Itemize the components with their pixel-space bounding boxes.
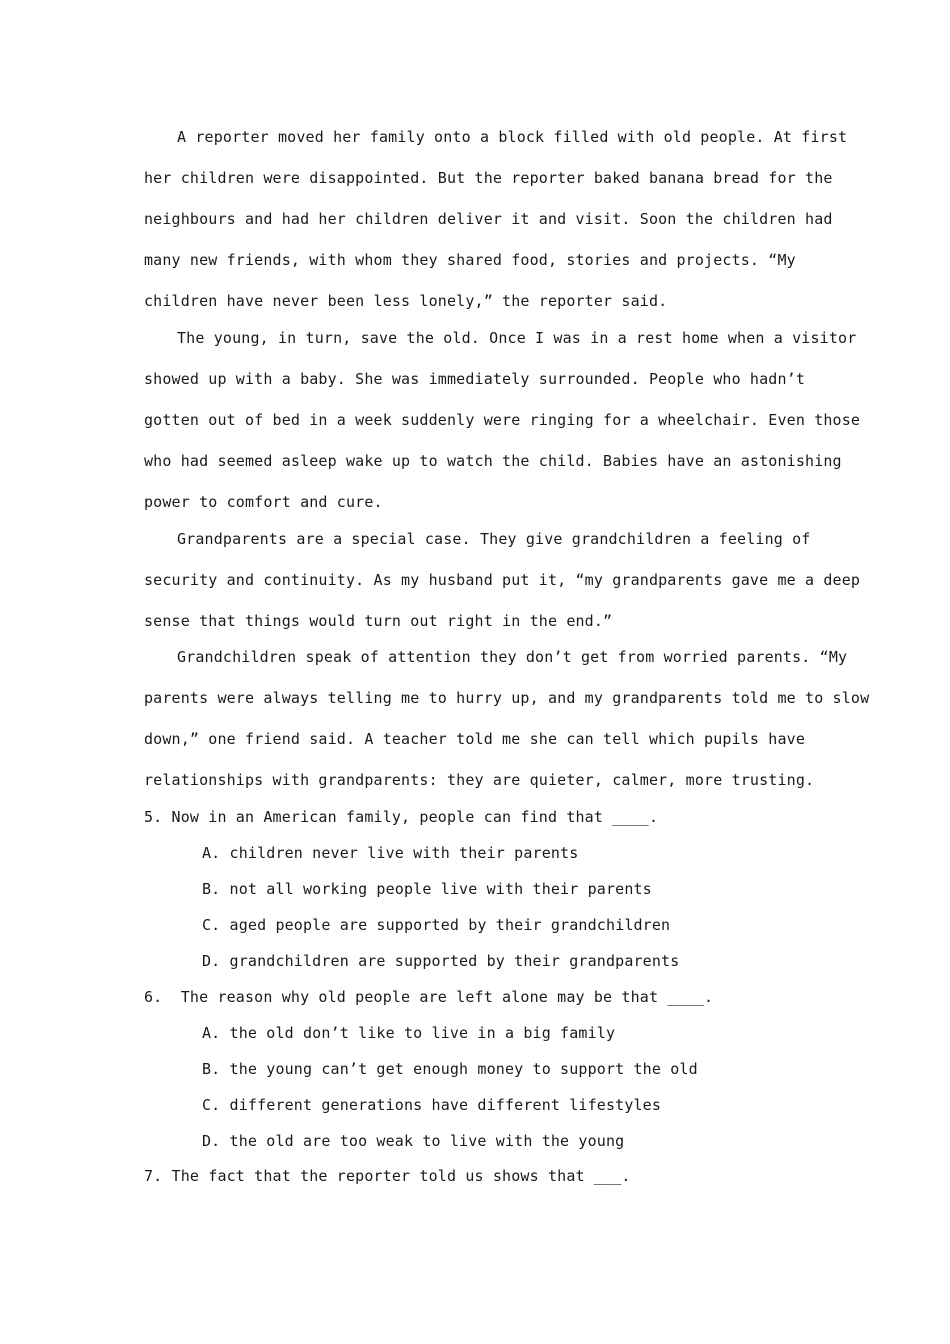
text-line: sense that things would turn out right in the end.” xyxy=(144,612,613,630)
text-line: gotten out of bed in a week suddenly were ringing for a wheelchair. Even those xyxy=(144,411,861,429)
text-line: parents were always telling me to hurry up, and my grandparents told me to slow xyxy=(144,689,870,707)
question-stem: 7. The fact that the reporter told us shows that ___. xyxy=(144,1167,631,1185)
text-line: Grandparents are a special case. They give grandchildren a feeling of xyxy=(177,530,811,548)
option-b: B. the young can’t get enough money to support the old xyxy=(202,1060,698,1078)
question-stem: 6. The reason why old people are left alone may be that ____. xyxy=(144,988,714,1006)
text-line: A reporter moved her family onto a block filled with old people. At first xyxy=(177,128,848,146)
text-line: down,” one friend said. A teacher told me she can tell which pupils have xyxy=(144,730,806,748)
text-line: who had seemed asleep wake up to watch the child. Babies have an astonishing xyxy=(144,452,842,470)
text-line: The young, in turn, save the old. Once I was in a rest home when a visitor xyxy=(177,329,857,347)
text-line: showed up with a baby. She was immediately surrounded. People who hadn’t xyxy=(144,370,806,388)
option-d: D. grandchildren are supported by their grandparents xyxy=(202,952,680,970)
question-stem: 5. Now in an American family, people can find that ____. xyxy=(144,808,659,826)
text-line: relationships with grandparents: they are quieter, calmer, more trusting. xyxy=(144,771,815,789)
option-a: A. children never live with their parents xyxy=(202,844,579,862)
option-b: B. not all working people live with their parents xyxy=(202,880,652,898)
text-line: children have never been less lonely,” the reporter said. xyxy=(144,292,668,310)
option-c: C. different generations have different lifestyles xyxy=(202,1096,662,1114)
text-line: many new friends, with whom they shared food, stories and projects. “My xyxy=(144,251,796,269)
option-a: A. the old don’t like to live in a big family xyxy=(202,1024,616,1042)
text-line: her children were disappointed. But the reporter baked banana bread for the xyxy=(144,169,833,187)
text-line: power to comfort and cure. xyxy=(144,493,383,511)
option-d: D. the old are too weak to live with the young xyxy=(202,1132,625,1150)
text-line: security and continuity. As my husband put it, “my grandparents gave me a deep xyxy=(144,571,861,589)
text-line: neighbours and had her children deliver it and visit. Soon the children had xyxy=(144,210,833,228)
text-line: Grandchildren speak of attention they don’t get from worried parents. “My xyxy=(177,648,848,666)
option-c: C. aged people are supported by their grandchildren xyxy=(202,916,671,934)
